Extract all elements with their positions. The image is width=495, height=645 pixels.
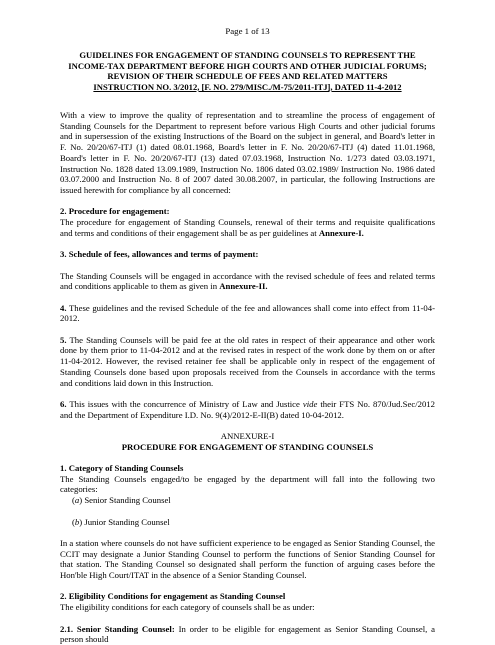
section-6-vide: vide xyxy=(302,398,318,409)
section-5-number: 5. xyxy=(60,334,67,345)
section-3-heading: 3. Schedule of fees, allowances and terms of payment: xyxy=(60,249,259,260)
senior-counsel-paragraph xyxy=(60,624,435,645)
annexure-label: ANNEXURE-I xyxy=(220,430,275,441)
category-intro: The Standing Counsels engaged/to be engaged by the department will fall into the following two categories: xyxy=(60,473,435,495)
section-2-text: The procedure for engagement of Standing Counsels, renewal of their terms and requisite qualifications and terms and conditions of their engagement shall be as per guidelines at xyxy=(60,217,435,238)
annexure-2-ref: Annexure-II. xyxy=(219,281,268,292)
senior-counsel-heading: 2.1. Senior Standing Counsel: xyxy=(60,623,175,634)
eligibility-text: The eligibility conditions for each category of counsels shall be as under: xyxy=(60,602,315,613)
title-line-1: GUIDELINES FOR ENGAGEMENT OF STANDING COUNSELS TO REPRESENT THE xyxy=(79,50,416,60)
senior-counsel-text: In order to be eligible for engagement as Senior Standing Counsel, a person should xyxy=(60,623,435,645)
section-3-paragraph xyxy=(60,271,435,292)
section-3-text: The Standing Counsels will be engaged in accordance with the revised schedule of fees and related terms and conditions applicable to them as given in xyxy=(60,270,435,292)
section-4-text: These guidelines and the revised Schedule of the fee and allowances shall come into effect from 11-04-2012. xyxy=(60,302,435,324)
category-note: In a station where counsels do not have sufficient experience to be engaged as Senior Standing Counsel, the CCIT may designate a Junior Standing Counsel to perform the functions of Senior Standing Counsel for that station. The Standing Counsel so designated shall perform the function of arguing cases before the Hon'ble High Court/ITAT in the absence of a Senior Standing Counsel. xyxy=(60,537,435,581)
title-line-4: INSTRUCTION NO. 3/2012, [F. NO. 279/MISC./M-75/2011-ITJ], DATED 11-4-2012 xyxy=(93,81,402,92)
title-line-2: INCOME-TAX DEPARTMENT BEFORE HIGH COURTS AND OTHER JUDICIAL FORUMS; xyxy=(68,60,427,71)
eligibility-heading: 2. Eligibility Conditions for engagement as Standing Counsel xyxy=(60,591,286,602)
section-4-number: 4. xyxy=(60,302,67,313)
section-5-paragraph xyxy=(60,335,435,389)
document-body xyxy=(60,110,435,645)
section-6-text-b: their FTS No. 870/Jud.Sec/2012 and the Department of Expenditure I.D. No. 9(4)/2012-E-II(B) dated 10-04-2012. xyxy=(60,398,435,420)
section-5-text: The Standing Counsels will be paid fee at the old rates in respect of their appearance and other work done by them prior to 11-04-2012 and at the revised rates in respect of the work done by them on or after 11-04-2012. However, the revised retainer fee shall be applicable only in respect of the engagement of Standing Counsels done based upon proposals received from the Counsels in accordance with the terms and conditions laid down in this Instruction. xyxy=(60,334,435,388)
intro-paragraph: With a view to improve the quality of representation and to streamline the process of engagement of Standing Counsels for the Department to represent before various High Courts and other judicial forums and in supersession of the existing Instructions of the Board on the subject in general, and Board's letter in F. No. 20/20/67-ITJ (1) dated 08.01.1968, Board's letter in F. No. 20/20/67-ITJ (4) dated 11.01.1968, Board's letter in F. No. 20/20/67-ITJ (13) dated 07.03.1968, Instruction No. 1/273 dated 03.03.1971, Instruction No. 1828 dated 13.09.1989, Instruction No. 1806 dated 03.02.1989/ Instruction No. 1986 dated 03.07.2000 and Instruction No. 8 of 2007 dated 30.08.2007, in particular, the following Instructions are issued herewith for compliance by all concerned: xyxy=(60,110,435,195)
category-item-a: (a) Senior Standing Counsel xyxy=(72,495,171,506)
title-line-3: REVISION OF THEIR SCHEDULE OF FEES AND RELATED MATTERS xyxy=(107,71,388,82)
section-6-text-a: This issues with the concurrence of Ministry of Law and Justice xyxy=(66,398,303,409)
page-number: Page 1 of 13 xyxy=(225,26,270,36)
section-2-paragraph xyxy=(60,217,435,238)
section-6-paragraph xyxy=(60,399,435,420)
category-item-b: (b) Junior Standing Counsel xyxy=(72,516,170,527)
section-2-heading: 2. Procedure for engagement: xyxy=(60,206,170,217)
annexure-title: PROCEDURE FOR ENGAGEMENT OF STANDING COUNSELS xyxy=(121,441,374,452)
document-title xyxy=(60,50,435,92)
annexure-1-ref: Annexure-I. xyxy=(318,227,364,238)
category-a-mark: a xyxy=(74,495,80,506)
category-b-text: Junior Standing Counsel xyxy=(82,516,170,527)
category-heading: 1. Category of Standing Counsels xyxy=(60,463,184,474)
category-b-mark: b xyxy=(74,516,80,527)
section-4-paragraph xyxy=(60,303,435,324)
section-6-number: 6. xyxy=(60,398,67,409)
category-a-text: Senior Standing Counsel xyxy=(82,495,171,506)
